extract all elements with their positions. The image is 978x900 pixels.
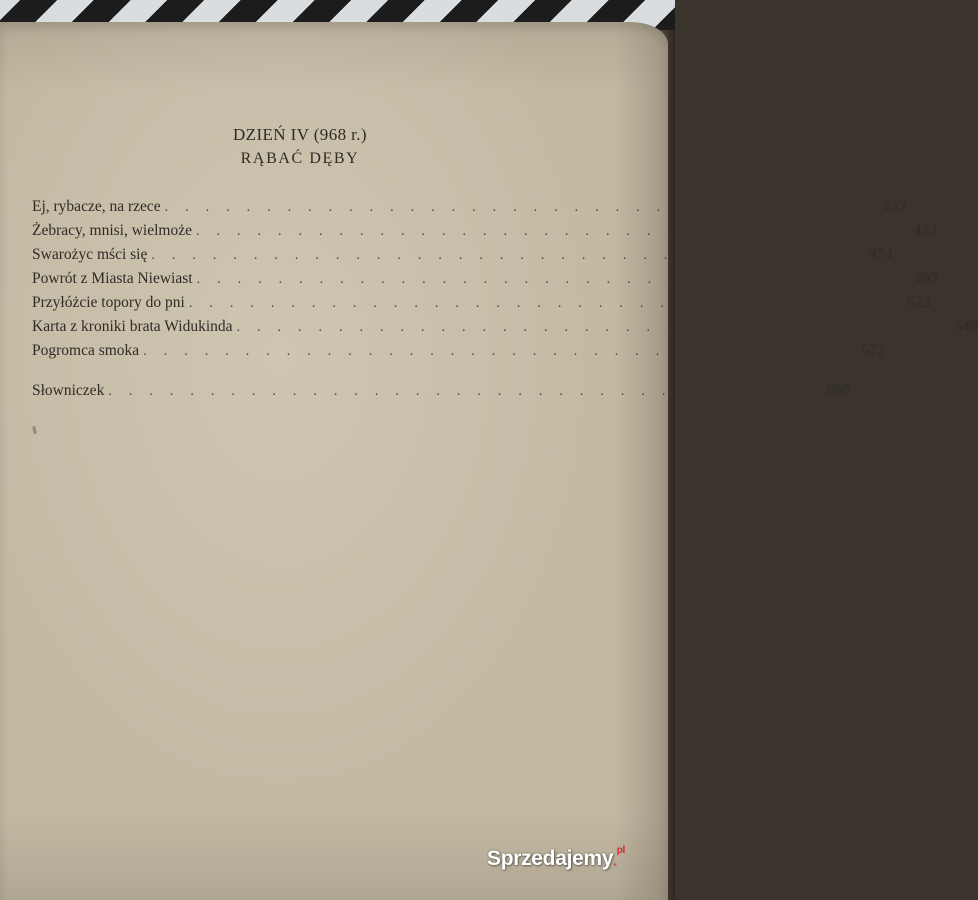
leader-dots: ................................... — [143, 344, 861, 359]
year-label: (968 r.) — [313, 125, 367, 144]
toc-entry — [32, 318, 978, 342]
watermark-brand: Sprzedajemy — [487, 847, 614, 870]
toc-entry-title: Pogromca smoka — [32, 342, 140, 359]
toc-entry — [32, 270, 939, 294]
table-of-contents — [32, 198, 978, 406]
toc-entry-glossary — [32, 382, 850, 406]
leader-dots: ................................... — [195, 224, 914, 239]
toc-entry-page: 453 — [913, 222, 938, 239]
toc-entry — [32, 246, 893, 270]
toc-entry-page: 437 — [882, 198, 907, 215]
ink-smudge — [32, 426, 37, 434]
toc-entry-title: Ej, rybacze, na rzece — [32, 198, 161, 215]
toc-entry-title: Swarożyc mści się — [32, 246, 148, 263]
toc-entry-page: 549 — [954, 318, 978, 335]
toc-entry-page: 474 — [868, 246, 893, 263]
watermark-logo — [487, 847, 625, 871]
leader-dots: ................................... — [151, 248, 869, 263]
toc-entry — [32, 342, 885, 366]
toc-entry — [32, 294, 931, 318]
glossary-title: Słowniczek — [32, 382, 105, 399]
toc-entry-page: 572 — [860, 342, 885, 359]
watermark-dot: . — [613, 857, 616, 868]
leader-dots: ................................... — [108, 384, 826, 399]
toc-entry-title: Karta z kroniki brata Widukinda — [32, 318, 233, 335]
toc-entry-title: Żebracy, mnisi, wielmoże — [32, 222, 192, 239]
toc-entry-page: 523 — [906, 294, 931, 311]
toc-entry-page: 497 — [914, 270, 939, 287]
leader-dots: ................................... — [196, 272, 915, 287]
section-subtitle: RĄBAĆ DĘBY — [240, 150, 360, 167]
leader-dots: ................................... — [236, 320, 955, 335]
glossary-page: 596 — [825, 382, 850, 399]
toc-entry — [32, 222, 938, 246]
watermark-domain: pl — [616, 845, 626, 856]
toc-entry-title: Przyłóżcie topory do pni — [32, 294, 185, 311]
leader-dots: ................................... — [164, 200, 883, 215]
leader-dots: ................................... — [188, 296, 907, 311]
section-heading — [200, 125, 400, 145]
book-page — [0, 22, 978, 900]
toc-entry — [32, 198, 907, 222]
toc-entry-title: Powrót z Miasta Niewiast — [32, 270, 193, 287]
day-label: DZIEŃ IV — [233, 125, 310, 144]
